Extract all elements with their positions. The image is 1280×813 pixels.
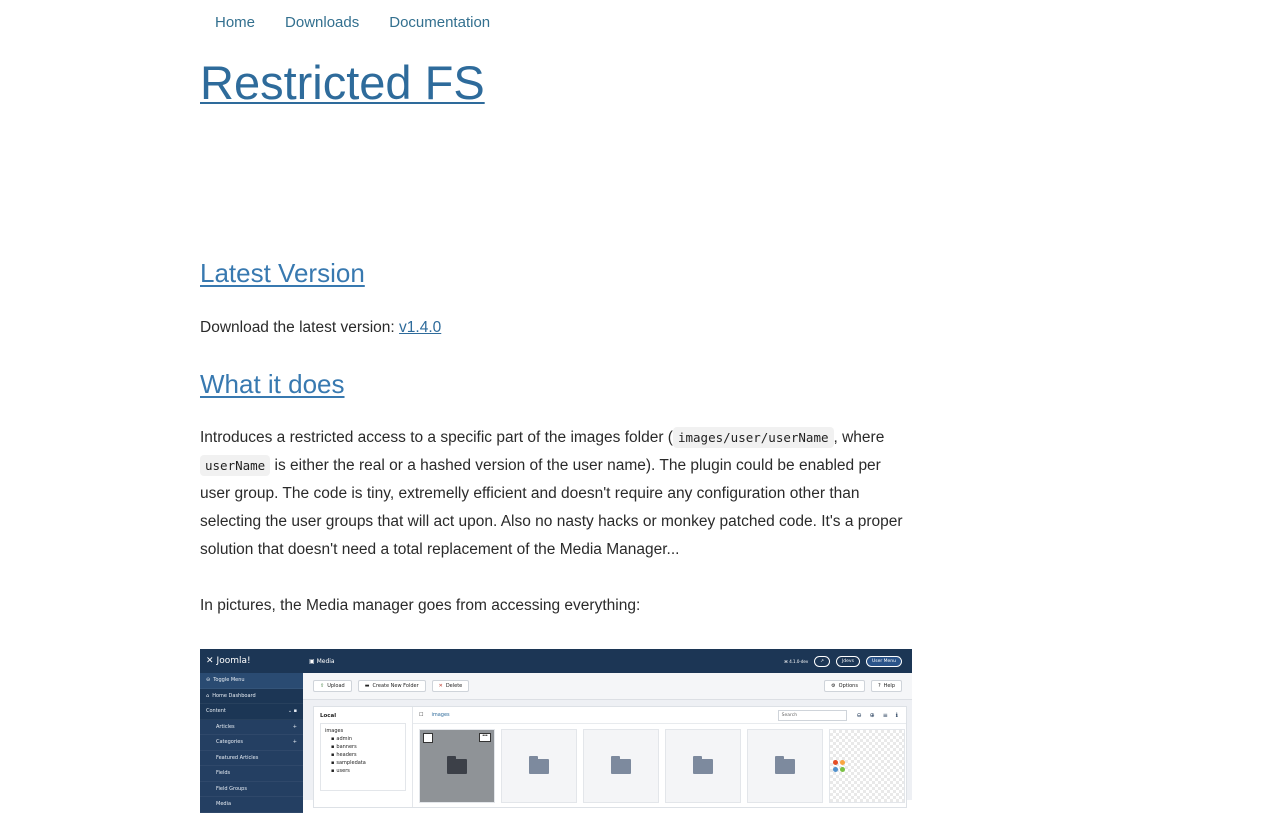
- sidebar-item-label: Media: [216, 801, 232, 808]
- download-paragraph: [200, 314, 912, 342]
- sidebar-item-label: Articles: [216, 723, 235, 730]
- joomla-logo-icon: ✕: [206, 656, 214, 666]
- folder-icon: ▬: [364, 683, 370, 689]
- screenshot-header-title: Media: [316, 657, 335, 665]
- tree-node: [325, 751, 401, 759]
- tree-node: [325, 735, 401, 743]
- intro-text-2: , where: [833, 429, 885, 446]
- toolbar-right: [824, 680, 912, 692]
- joomla-logo-text: Joomla!: [216, 656, 251, 666]
- pictures-paragraph: In pictures, the Media manager goes from accessing everything:: [200, 597, 641, 614]
- intro-text-1: Introduces a restricted access to a specific part of the images folder (: [200, 429, 673, 446]
- tree-node: [325, 767, 401, 775]
- delete-label: Delete: [445, 683, 463, 689]
- folder-icon: ▪: [331, 744, 335, 750]
- sidebar-item-articles: [200, 720, 303, 736]
- tree-node: [325, 759, 401, 767]
- screenshot-toolbar: [303, 673, 912, 700]
- jlogo-dot: [833, 760, 838, 765]
- path-code: images/user/userName: [673, 427, 834, 448]
- folder-icon: [611, 759, 631, 774]
- chevron-down-icon: ⌄ ▪: [287, 708, 297, 715]
- upload-button: [313, 680, 352, 692]
- more-icon: •••: [479, 733, 491, 742]
- info-icon: ℹ: [895, 711, 898, 719]
- sidebar-item-media: [200, 797, 303, 813]
- tree-node-label: admin: [336, 736, 353, 742]
- folder-icon: ▪: [331, 760, 335, 766]
- options-label: Options: [838, 683, 858, 689]
- joomla-image-icon: [833, 760, 845, 772]
- folder-icon: [775, 759, 795, 774]
- tree-node-label: banners: [336, 744, 357, 750]
- zoom-in-icon: ⊕: [869, 711, 875, 719]
- user-menu-pill: User Menu: [866, 656, 902, 667]
- sidebar-item-label: Categories: [216, 739, 243, 746]
- plus-icon: +: [292, 739, 297, 746]
- jlogo-dot: [840, 767, 845, 772]
- folder-icon: ▪: [331, 752, 335, 758]
- folder-icon: [447, 759, 467, 774]
- sidebar-home-dashboard: [200, 689, 303, 705]
- folder-icon: [693, 759, 713, 774]
- version-label: ⌘ 4.1.0-dev: [783, 658, 809, 664]
- zoom-out-icon: ⊖: [856, 711, 862, 719]
- files-search: Search: [778, 710, 847, 721]
- sidebar-item-label: Featured Articles: [216, 754, 259, 761]
- list-view-icon: ≡: [882, 711, 888, 719]
- files-bar: [413, 707, 906, 724]
- file-tile: [501, 729, 577, 803]
- sidebar-item-label: Fields: [216, 770, 231, 777]
- media-manager-screenshot: [200, 649, 912, 808]
- upload-icon: ⇪: [320, 683, 325, 689]
- file-tile: [583, 729, 659, 803]
- version-download-link[interactable]: v1.4.0: [399, 319, 442, 336]
- tile-checkbox: [423, 733, 433, 743]
- sidebar-item-categories: [200, 735, 303, 751]
- nav-documentation-link[interactable]: Documentation: [389, 13, 491, 31]
- folder-icon: [529, 759, 549, 774]
- intro-paragraph: [200, 424, 912, 564]
- nav-home-link[interactable]: Home: [215, 13, 256, 31]
- sidebar-item-featured: [200, 751, 303, 767]
- file-tile: [747, 729, 823, 803]
- files-grid: [419, 729, 905, 803]
- tree-node-label: headers: [336, 752, 357, 758]
- toggle-label: Toggle Menu: [213, 677, 245, 684]
- download-text: Download the latest version:: [200, 319, 400, 336]
- what-it-does-heading: [200, 367, 345, 401]
- screenshot-topbar: [303, 649, 912, 673]
- page-title: [200, 52, 485, 114]
- media-panel: [313, 706, 907, 808]
- image-tile: [829, 729, 905, 803]
- screenshot-sidebar: [200, 649, 303, 808]
- tree-node-label: users: [336, 768, 350, 774]
- media-icon: ▣: [309, 657, 317, 665]
- tree-box: [320, 723, 406, 791]
- home-icon: ⌂: [206, 692, 210, 699]
- top-nav: [200, 0, 505, 44]
- folder-tree: [314, 707, 413, 807]
- sidebar-item-label: Field Groups: [216, 785, 247, 792]
- options-button: [824, 680, 865, 692]
- home-label: Home Dashboard: [212, 692, 256, 699]
- help-icon: ?: [877, 683, 881, 689]
- what-it-does-link[interactable]: What it does: [200, 369, 345, 399]
- tree-node: [325, 743, 401, 751]
- content-label: Content: [206, 708, 226, 715]
- joomla-logo: [200, 649, 303, 673]
- topbar-right: [784, 656, 912, 667]
- gear-icon: ⚙: [831, 683, 836, 689]
- select-all-checkbox: ☐: [419, 712, 424, 718]
- tree-local-label: Local: [320, 713, 337, 719]
- folder-icon: ▪: [331, 768, 335, 774]
- jlogo-dot: [840, 760, 845, 765]
- sidebar-item-fields: [200, 766, 303, 782]
- delete-icon: ✕: [438, 683, 443, 689]
- intro-text-3: is either the real or a hashed version of the user name). The plugin could be enabled per user group. The code is tiny, extremelly efficient and doesn't require any configuration other than selecting the user groups that will act upon. Also no nasty hacks or monkey patched code. It's a proper solution that doesn't need a total replacement of the Media Manager...: [200, 457, 903, 558]
- jlogo-dot: [833, 767, 838, 772]
- latest-version-heading: [200, 256, 365, 290]
- sidebar-item-field-groups: [200, 782, 303, 798]
- help-label: Help: [883, 683, 895, 689]
- help-button: [871, 680, 902, 692]
- external-link-icon: ↗: [814, 656, 830, 667]
- delete-button: [432, 680, 470, 692]
- upload-label: Upload: [327, 683, 345, 689]
- new-folder-button: [358, 680, 426, 692]
- files-breadcrumb: images: [431, 712, 450, 718]
- latest-version-link[interactable]: Latest Version: [200, 258, 365, 288]
- file-tile: [665, 729, 741, 803]
- sidebar-content: [200, 704, 303, 720]
- username-code: userName: [200, 455, 270, 476]
- files-icons: [847, 712, 906, 719]
- new-folder-label: Create New Folder: [372, 683, 419, 689]
- toggle-icon: ⊖: [206, 677, 211, 684]
- tree-node-root: images: [325, 728, 344, 734]
- page-title-link[interactable]: Restricted FS: [200, 56, 485, 109]
- folder-icon: ▪: [331, 736, 335, 742]
- sidebar-toggle-menu: [200, 673, 303, 689]
- tree-node-label: sampledata: [336, 760, 366, 766]
- file-tile-selected: [419, 729, 495, 803]
- nav-downloads-link[interactable]: Downloads: [285, 13, 360, 31]
- plus-icon: +: [292, 723, 297, 730]
- user-pill: Jdevs: [836, 656, 860, 667]
